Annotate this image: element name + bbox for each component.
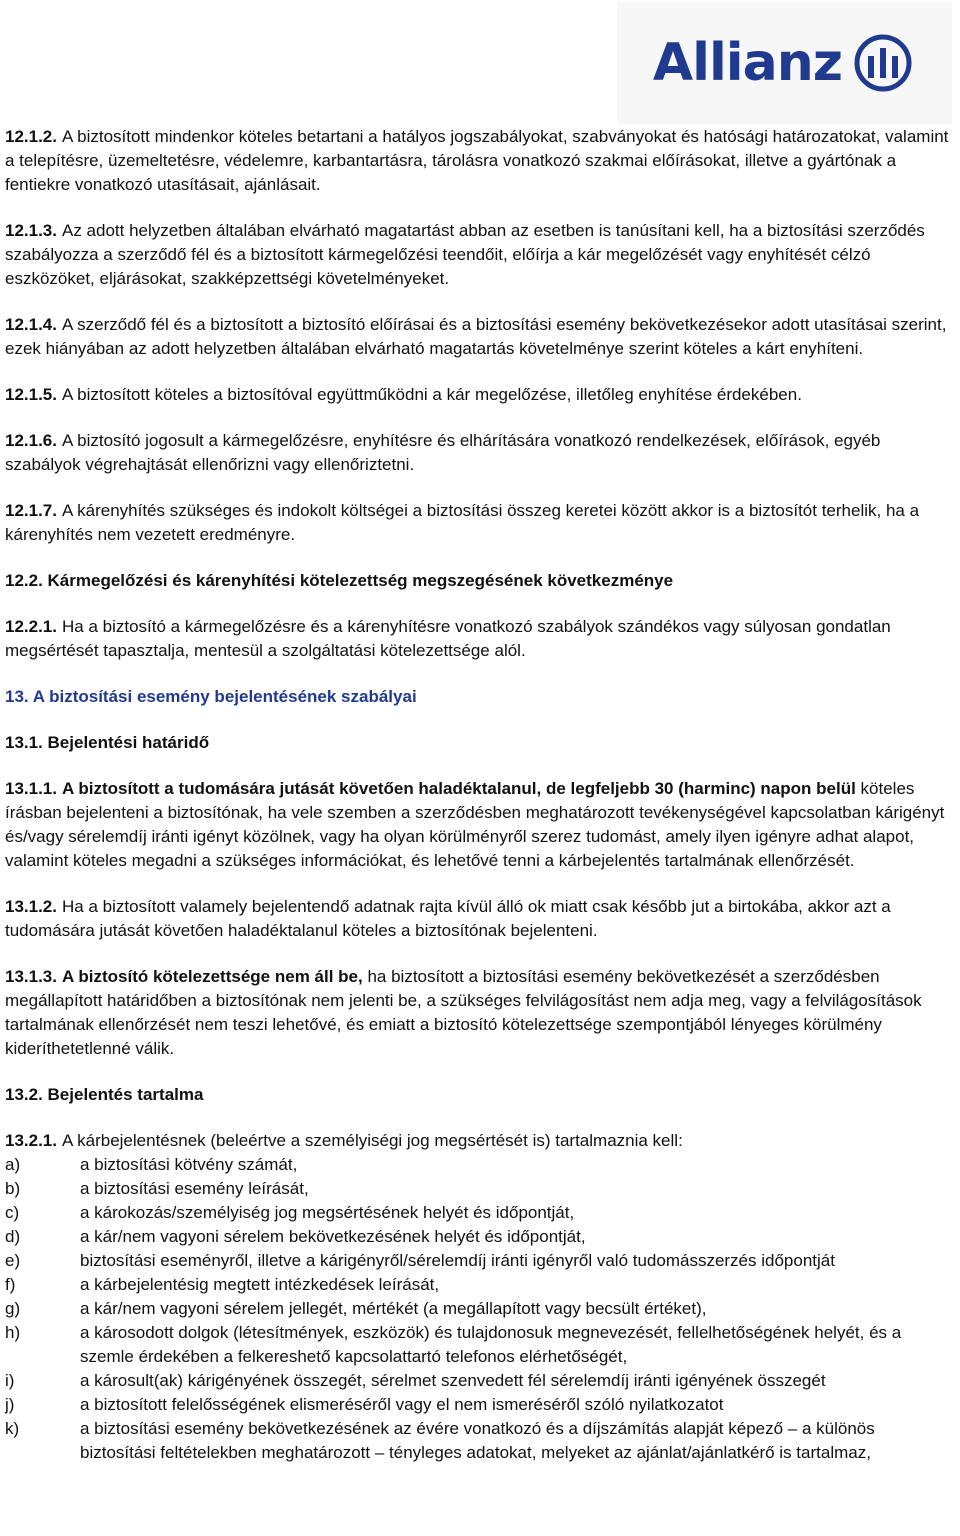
list-item: i) a károsult(ak) kárigényének összegét, sérelmet szenvedett fél sérelemdíj iránti igényének összegét	[5, 1371, 826, 1390]
list-item: b) a biztosítási esemény leírását,	[5, 1179, 309, 1198]
list-item: a) a biztosítási kötvény számát,	[5, 1155, 298, 1174]
content-requirements-list	[5, 1153, 951, 1465]
heading-13-1: 13.1. Bejelentési határidő	[5, 733, 210, 752]
list-item: d) a kár/nem vagyoni sérelem bekövetkezésének helyét és időpontját,	[5, 1227, 586, 1246]
logo-text: Allianz	[652, 33, 842, 93]
paragraph-13-1-1: 13.1.1. A biztosított a tudomására jutását követően haladéktalanul, de legfeljebb 30 (harminc) napon belül köteles írásban bejelenteni a biztosítónak, ha vele szemben a szerződésben meghatározott tevékenységével kapcsolatban kárigényt és/vagy sérelemdíj iránti igényt közölnek, vagy ha olyan körülményről szerez tudomást, amely ilyen igényre adhat alapot, valamint köteles megadni a szükséges információkat, és lehetővé tenni a kárbejelentés tartalmának ellenőrzését.	[5, 779, 945, 870]
heading-12-2: 12.2. Kármegelőzési és kárenyhítési kötelezettség megszegésének következménye	[5, 571, 674, 590]
paragraph-12-1-4: 12.1.4. A szerződő fél és a biztosított a biztosító előírásai és a biztosítási esemény bekövetkezésekor adott utasításai szerint, ezek hiányában az adott helyzetben általában elvárható magatartás követelménye szerint köteles a kárt enyhíteni.	[5, 315, 947, 358]
paragraph-12-1-7: 12.1.7. A kárenyhítés szükséges és indokolt költségei a biztosítási összeg keretei között akkor is a biztosítót terhelik, ha a kárenyhítés nem vezetett eredményre.	[5, 501, 920, 544]
paragraph-12-2-1: 12.2.1. Ha a biztosító a kármegelőzésre és a kárenyhítésre vonatkozó szabályok szándékos vagy súlyosan gondatlan megsértését tapasztalja, mentesül a szolgáltatási kötelezettsége alól.	[5, 617, 891, 660]
heading-13-2: 13.2. Bejelentés tartalma	[5, 1085, 204, 1104]
paragraph-12-1-3: 12.1.3. Az adott helyzetben általában elvárható magatartást abban az esetben is tanúsítani kell, ha a biztosítási szerződés szabályozza a szerződő fél és a biztosított kármegelőzési teendőit, előírja a kár megelőzését vagy enyhítését célzó eszközöket, eljárásokat, szakképzettségi követelményeket.	[5, 221, 925, 288]
heading-13: 13. A biztosítási esemény bejelentésének szabályai	[5, 687, 417, 706]
list-item: f) a kárbejelentésig megtett intézkedések leírását,	[5, 1275, 440, 1294]
list-item: j) a biztosított felelősségének elismeréséről vagy el nem ismeréséről szóló nyilatkozatot	[5, 1395, 724, 1414]
list-item: e) biztosítási eseményről, illetve a kárigényről/sérelemdíj iránti igényről való tudomásszerzés időpontját	[5, 1251, 835, 1270]
paragraph-12-1-5: 12.1.5. A biztosított köteles a biztosítóval együttműködni a kár megelőzése, illetőleg enyhítése érdekében.	[5, 385, 802, 404]
list-item: g) a kár/nem vagyoni sérelem jellegét, mértékét (a megállapított vagy becsült értéket),	[5, 1299, 707, 1318]
paragraph-12-1-6: 12.1.6. A biztosító jogosult a kármegelőzésre, enyhítésre és elhárítására vonatkozó rendelkezések, előírások, egyéb szabályok végrehajtását ellenőrizni vagy ellenőriztetni.	[5, 431, 881, 474]
allianz-logo	[617, 2, 952, 124]
list-item: c) a károkozás/személyiség jog megsértésének helyét és időpontját,	[5, 1203, 575, 1222]
paragraph-13-1-2: 13.1.2. Ha a biztosított valamely bejelentendő adatnak rajta kívül álló ok miatt csak később jut a birtokába, akkor azt a tudomására jutását követően haladéktalanul köteles a biztosítónak bejelenteni.	[5, 897, 891, 940]
document-body	[5, 125, 951, 1465]
list-item: k) a biztosítási esemény bekövetkezésének az évére vonatkozó és a díjszámítás alapját képező – a különös biztosítási feltételekben meghatározott – tényleges adatokat, melyeket az ajánlat/ajánlatkérő is tartalmaz,	[5, 1419, 875, 1462]
list-item: h) a károsodott dolgok (létesítmények, eszközök) és tulajdonosuk megnevezését, fellelhetőségének helyét, és a szemle érdekében a felkereshető kapcsolattartó telefonos elérhetőségét,	[5, 1323, 902, 1366]
allianz-eagle-icon	[854, 34, 912, 92]
paragraph-13-1-3: 13.1.3. A biztosító kötelezettsége nem áll be, ha biztosított a biztosítási esemény bekövetkezését a szerződésben megállapított határidőben a biztosítónak nem jelenti be, a szükséges felvilágosítást nem adja meg, vagy a felvilágosítások tartalmának ellenőrzését nem teszi lehetővé, és emiatt a biztosító kötelezettsége szempontjából lényeges körülmény kideríthetetlenné válik.	[5, 967, 922, 1058]
paragraph-13-2-1: 13.2.1. A kárbejelentésnek (beleértve a személyiségi jog megsértését is) tartalmaznia kell:	[5, 1131, 683, 1150]
paragraph-12-1-2: 12.1.2. A biztosított mindenkor köteles betartani a hatályos jogszabályokat, szabványokat és hatósági határozatokat, valamint a telepítésre, üzemeltetésre, védelemre, karbantartásra, tárolásra vonatkozó szakmai előírásokat, illetve a gyártónak a fentiekre vonatkozó utasításait, ajánlásait.	[5, 127, 949, 194]
